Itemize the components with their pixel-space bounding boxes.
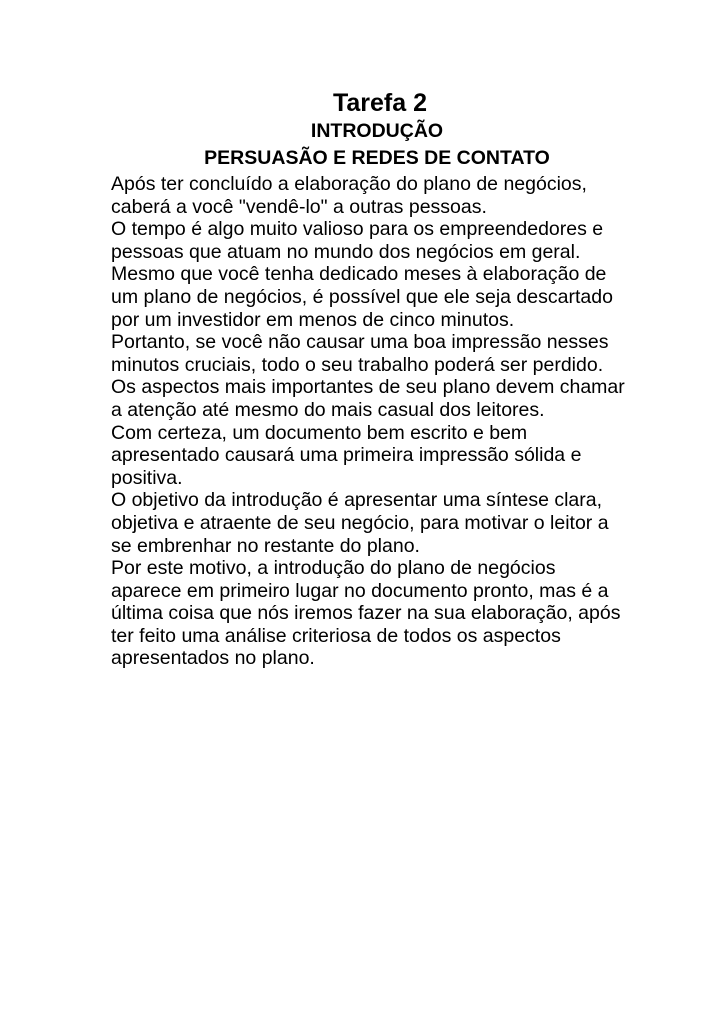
document-heading: PERSUASÃO E REDES DE CONTATO bbox=[204, 147, 550, 169]
document-body bbox=[111, 173, 631, 670]
document-subtitle: INTRODUÇÃO bbox=[310, 120, 444, 142]
document-title: Tarefa 2 bbox=[332, 89, 428, 117]
paragraph-4: Portanto, se você não causar uma boa impressão nesses minutos cruciais, todo o seu trabalho poderá ser perdido. bbox=[111, 331, 609, 376]
paragraph-7: O objetivo da introdução é apresentar uma síntese clara, objetiva e atraente de seu negócio, para motivar o leitor a se embrenhar no restante do plano. bbox=[111, 489, 609, 557]
paragraph-2: O tempo é algo muito valioso para os empreendedores e pessoas que atuam no mundo dos negócios em geral. bbox=[111, 218, 604, 263]
paragraph-3: Mesmo que você tenha dedicado meses à elaboração de um plano de negócios, é possível que ele seja descartado por um investidor em menos de cinco minutos. bbox=[111, 263, 613, 331]
paragraph-5: Os aspectos mais importantes de seu plano devem chamar a atenção até mesmo do mais casual dos leitores. bbox=[111, 376, 625, 421]
paragraph-8: Por este motivo, a introdução do plano de negócios aparece em primeiro lugar no documento pronto, mas é a última coisa que nós iremos fazer na sua elaboração, após ter feito uma análise criteriosa de todos os aspectos apresentados no plano. bbox=[111, 557, 621, 670]
document-content bbox=[111, 88, 631, 670]
paragraph-1: Após ter concluído a elaboração do plano de negócios, caberá a você "vendê-lo" a outras pessoas. bbox=[111, 173, 587, 218]
paragraph-6: Com certeza, um documento bem escrito e bem apresentado causará uma primeira impressão sólida e positiva. bbox=[111, 421, 582, 489]
